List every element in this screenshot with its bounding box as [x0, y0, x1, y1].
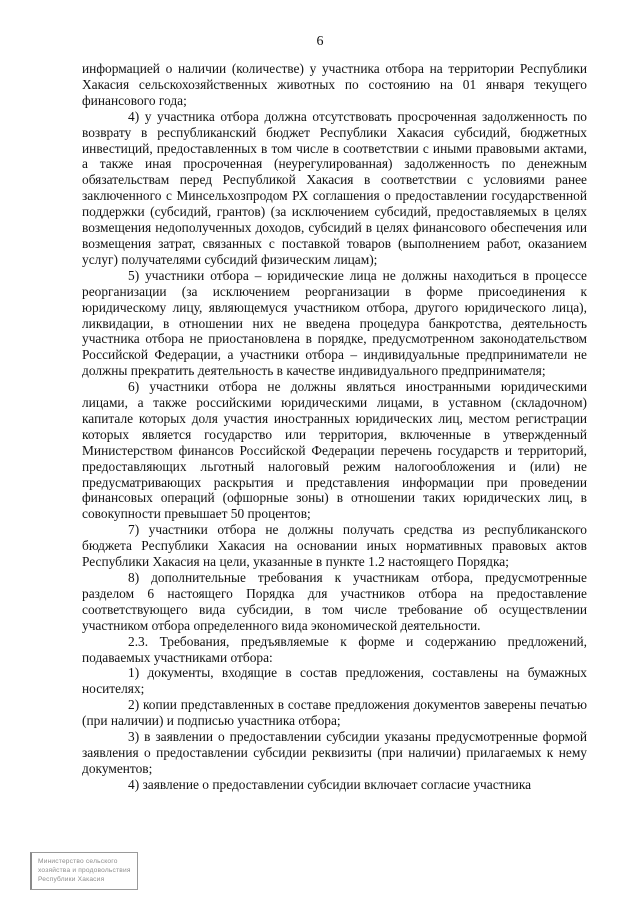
paragraph-item-8: 8) дополнительные требования к участникам отбора, предусмотренные разделом 6 настоящего Порядка для участников отбора на предоставление соответствующего вида субсидии, в том числе требование об осуществлении участником отбора определенного вида экономической деятельности. — [82, 570, 587, 633]
document-body — [82, 61, 587, 793]
paragraph-item-5: 5) участники отбора – юридические лица не должны находиться в процессе реорганизации (за исключением реорганизации в форме присоединения к юридическому лицу, являющемуся участником отбора, другого юридического лица), ликвидации, в отношении них не введена процедура банкротства, деятельность участника отбора не приостановлена в порядке, предусмотренном законодательством Российской Федерации, а участники отбора – индивидуальные предприниматели не должны прекратить деятельность в качестве индивидуального предпринимателя; — [82, 267, 587, 379]
stamp-line: хозяйства и продовольствия — [38, 867, 131, 874]
paragraph-requirement-3: 3) в заявлении о предоставлении субсидии указаны предусмотренные формой заявления о предоставлении субсидии реквизиты (при наличии) прилагаемых к нему документов; — [82, 729, 587, 776]
paragraph-continuation: информацией о наличии (количестве) у участника отбора на территории Республики Хакасия сельскохозяйственных животных по состоянию на 01 января текущего финансового года; — [82, 61, 587, 108]
paragraph-requirement-4: 4) заявление о предоставлении субсидии включает согласие участника — [128, 776, 532, 792]
paragraph-requirement-1: 1) документы, входящие в состав предложения, составлены на бумажных носителях; — [82, 665, 587, 697]
paragraph-item-6: 6) участники отбора не должны являться иностранными юридическими лицами, а также российскими юридическими лицами, в уставном (складочном) капитале которых доля участия иностранных юридических лиц, местом регистрации которых является государство или территория, включенные в утвержденный Министерством финансов Российской Федерации перечень государств и территорий, предоставляющих льготный налоговый режим налогообложения и (или) не предусматривающих раскрытия и представления информации при проведении финансовых операций (офшорные зоны) в отношении таких юридических лиц, в совокупности превышает 50 процентов; — [82, 379, 587, 522]
paragraph-item-7: 7) участники отбора не должны получать средства из республиканского бюджета Республики Хакасия на основании иных нормативных правовых актов Республики Хакасия на цели, указанные в пункте 1.2 настоящего Порядка; — [82, 522, 587, 570]
page-number: 6 — [316, 34, 324, 49]
registration-stamp — [30, 852, 138, 890]
stamp-line: Республики Хакасия — [38, 876, 105, 883]
paragraph-requirement-2: 2) копии представленных в составе предложения документов заверены печатью (при наличии) и подписью участника отбора; — [82, 697, 587, 729]
stamp-line: Министерство сельского — [38, 858, 118, 865]
paragraph-item-4: 4) у участника отбора должна отсутствовать просроченная задолженность по возврату в республиканский бюджет Республики Хакасия субсидий, бюджетных инвестиций, предоставленных в том числе в соответствии с иными правовыми актами, а также иная просроченная (неурегулированная) задолженность по денежным обязательствам перед Республикой Хакасия в соответствии с условиями ранее заключенного с Минсельхозпродом РХ соглашения о предоставлении государственной поддержки (субсидий, грантов) (за исключением субсидий, предоставляемых в целях возмещения недополученных доходов, субсидий в целях финансового обеспечения или возмещения затрат, связанных с поставкой товаров (выполнением работ, оказанием услуг) получателями субсидий физическим лицам); — [82, 108, 587, 267]
paragraph-section-2-3: 2.3. Требования, предъявляемые к форме и содержанию предложений, подаваемых участниками отбора: — [82, 633, 587, 665]
